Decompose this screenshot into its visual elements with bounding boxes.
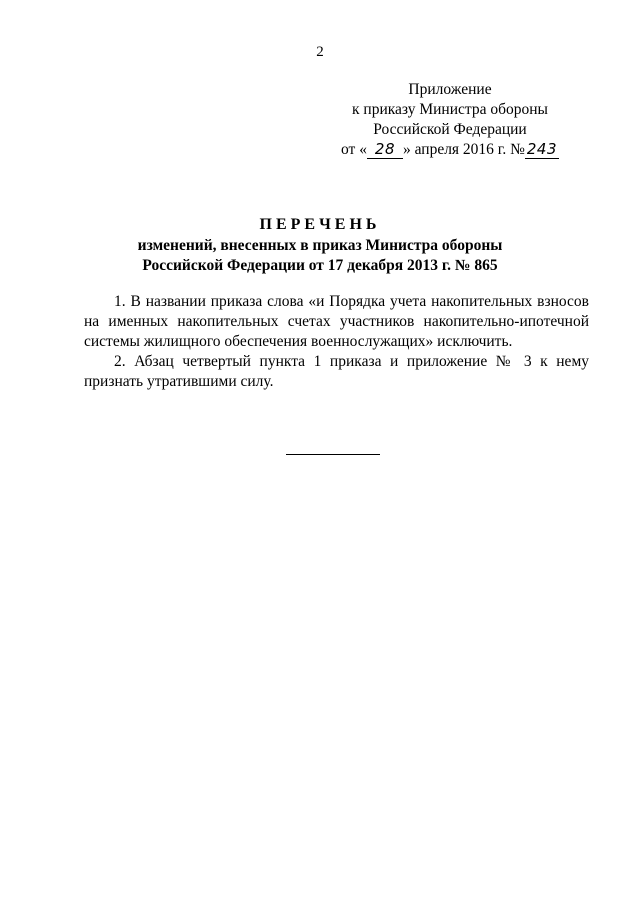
paragraph-2: 2. Абзац четвертый пункта 1 приказа и приложение № 3 к нему признать утратившими силу. — [84, 353, 589, 390]
appendix-federation: Российской Федерации — [373, 121, 527, 138]
page-number: 2 — [316, 44, 324, 60]
handwritten-order-number: 243 — [526, 140, 558, 158]
date-prefix: от « — [341, 141, 367, 158]
heading-subtitle-line2: Российской Федерации от 17 декабря 2013 г. № 865 — [142, 257, 498, 274]
appendix-block — [330, 80, 570, 160]
handwritten-day: 28 — [367, 141, 403, 159]
appendix-order-ref: к приказу Министра обороны — [352, 101, 548, 118]
document-heading — [0, 214, 640, 276]
date-middle: » апреля 2016 г. № — [402, 141, 525, 158]
appendix-date-line — [330, 140, 570, 160]
appendix-label: Приложение — [408, 81, 492, 98]
paragraph-1: 1. В названии приказа слова «и Порядка учета накопительных взносов на именных накопительных счетах участников накопительно-ипотечной системы жилищного обеспечения военнослужащих» исключить. — [84, 293, 589, 350]
end-separator-line — [286, 454, 380, 455]
heading-subtitle-line1: изменений, внесенных в приказ Министра обороны — [137, 237, 503, 254]
document-body — [84, 292, 589, 392]
document-title: ПЕРЕЧЕНЬ — [259, 216, 381, 233]
